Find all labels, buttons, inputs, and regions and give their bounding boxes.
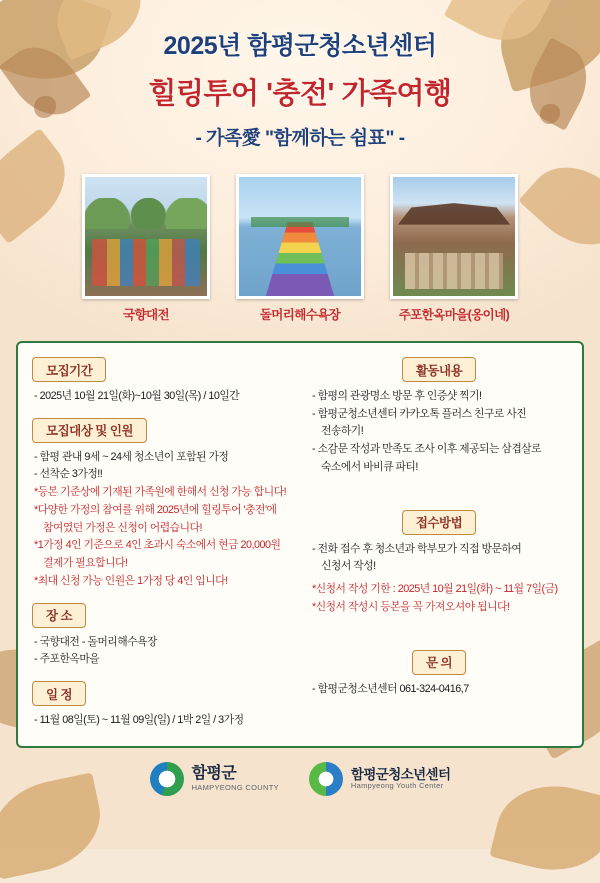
section-body <box>32 634 290 668</box>
hampyeong-youth-center-logo <box>309 762 451 796</box>
photo-caption: 주포한옥마을(옹이네) <box>398 308 510 322</box>
section-body <box>310 541 568 616</box>
section-body <box>32 388 290 405</box>
section-heading: 장 소 <box>32 603 86 628</box>
photo-caption: 국향대전 <box>123 308 169 322</box>
section-body <box>310 681 568 698</box>
section-heading: 모집대상 및 인원 <box>32 418 147 443</box>
info-line: - 함평군청소년센터 카카오톡 플러스 친구로 사진 <box>312 407 527 420</box>
photo-card <box>82 174 210 323</box>
page-title-line2: 힐링투어 '충전' 가족여행 <box>148 78 452 110</box>
info-line: - 함평군청소년센터 061-324-0416,7 <box>312 682 469 695</box>
info-line: 전송하기! <box>321 425 364 438</box>
section-schedule <box>32 681 290 729</box>
section-recruitment-period <box>32 357 290 405</box>
footer-logos <box>0 762 600 796</box>
photo-card <box>390 174 518 323</box>
logo-label-en: HAMPYEONG COUNTY <box>191 782 279 792</box>
info-line: - 11월 08일(토) ~ 11월 09일(일) / 1박 2일 / 3가정 <box>34 714 244 727</box>
photo-hanok-village-image <box>390 174 518 299</box>
info-line: - 2025년 10월 21일(화)~10월 30일(목) / 10일간 <box>34 390 240 402</box>
info-column-right <box>306 357 568 730</box>
section-body <box>310 388 568 476</box>
hampyeong-county-logo <box>150 762 279 796</box>
info-line-note: *신청서 작성시 등본을 꼭 가져오셔야 됩니다! <box>312 600 510 613</box>
section-heading: 일 정 <box>32 681 86 706</box>
section-heading: 접수방법 <box>402 510 476 535</box>
info-line: - 소감문 작성과 만족도 조사 이후 제공되는 삼겹살로 <box>312 443 542 456</box>
info-line: - 함평 관내 9세 ~ 24세 청소년이 포함된 가정 <box>34 450 229 463</box>
photo-theme-park-image <box>82 174 210 299</box>
section-location <box>32 603 290 668</box>
section-heading: 모집기간 <box>32 357 106 382</box>
info-line: 신청서 작성! <box>321 560 376 573</box>
info-line-note: *다양한 가정의 참여를 위해 2025년에 힐링투어 '충전'에 <box>34 503 277 516</box>
section-heading: 문 의 <box>412 650 466 675</box>
info-line: - 선착순 3가정!! <box>34 468 103 481</box>
section-body <box>32 449 290 590</box>
info-column-left <box>32 357 294 730</box>
page-title-line3: - 가족愛 "함께하는 쉼표" - <box>195 128 405 149</box>
info-line: 숙소에서 바비큐 파티! <box>321 460 418 473</box>
info-line-note: 참여였던 가정은 신청이 어렵습니다! <box>43 521 202 534</box>
logo-label-kr: 함평군청소년센터 <box>350 766 451 782</box>
info-panel <box>16 341 584 748</box>
logo-label-kr: 함평군 <box>191 765 237 783</box>
section-body <box>32 712 290 729</box>
photo-gallery <box>0 174 600 323</box>
info-line: - 전화 접수 후 청소년과 학부모가 직접 방문하여 <box>312 542 522 555</box>
section-heading: 활동내용 <box>402 357 476 382</box>
info-line-note: *신청서 작성 기한 : 2025년 10월 21일(화) ~ 11월 7일(금) <box>312 583 558 596</box>
poster-header <box>0 0 600 150</box>
info-line-note: *1가정 4인 기준으로 4인 초과시 숙소에서 현금 20,000원 <box>34 539 281 552</box>
section-eligibility <box>32 418 290 590</box>
info-line-note: *등본 기준상에 기재된 가족원에 한해서 신청 가능 합니다! <box>34 486 287 499</box>
info-line-note: 결제가 필요합니다! <box>43 557 128 570</box>
hampyeong-county-logo-icon <box>150 762 184 796</box>
logo-label-en: Hampyeong Youth Center <box>350 781 444 791</box>
page-title-line1: 2025년 함평군청소년센터 <box>163 32 437 60</box>
hampyeong-youth-center-logo-icon <box>309 762 343 796</box>
photo-card <box>236 174 364 323</box>
info-line: - 함평의 관광명소 방문 후 인증샷 찍기! <box>312 390 482 402</box>
info-line-note: *최대 신청 가능 인원은 1가정 당 4인 입니다! <box>34 574 228 587</box>
photo-caption: 돌머리해수욕장 <box>259 308 341 322</box>
photo-rainbow-bridge-image <box>236 174 364 299</box>
section-application-method <box>310 510 568 616</box>
info-line: - 국향대전 - 돌머리해수욕장 <box>34 635 157 648</box>
section-activities <box>310 357 568 476</box>
info-line: - 주포한옥마을 <box>34 653 100 666</box>
section-inquiry <box>310 650 568 698</box>
